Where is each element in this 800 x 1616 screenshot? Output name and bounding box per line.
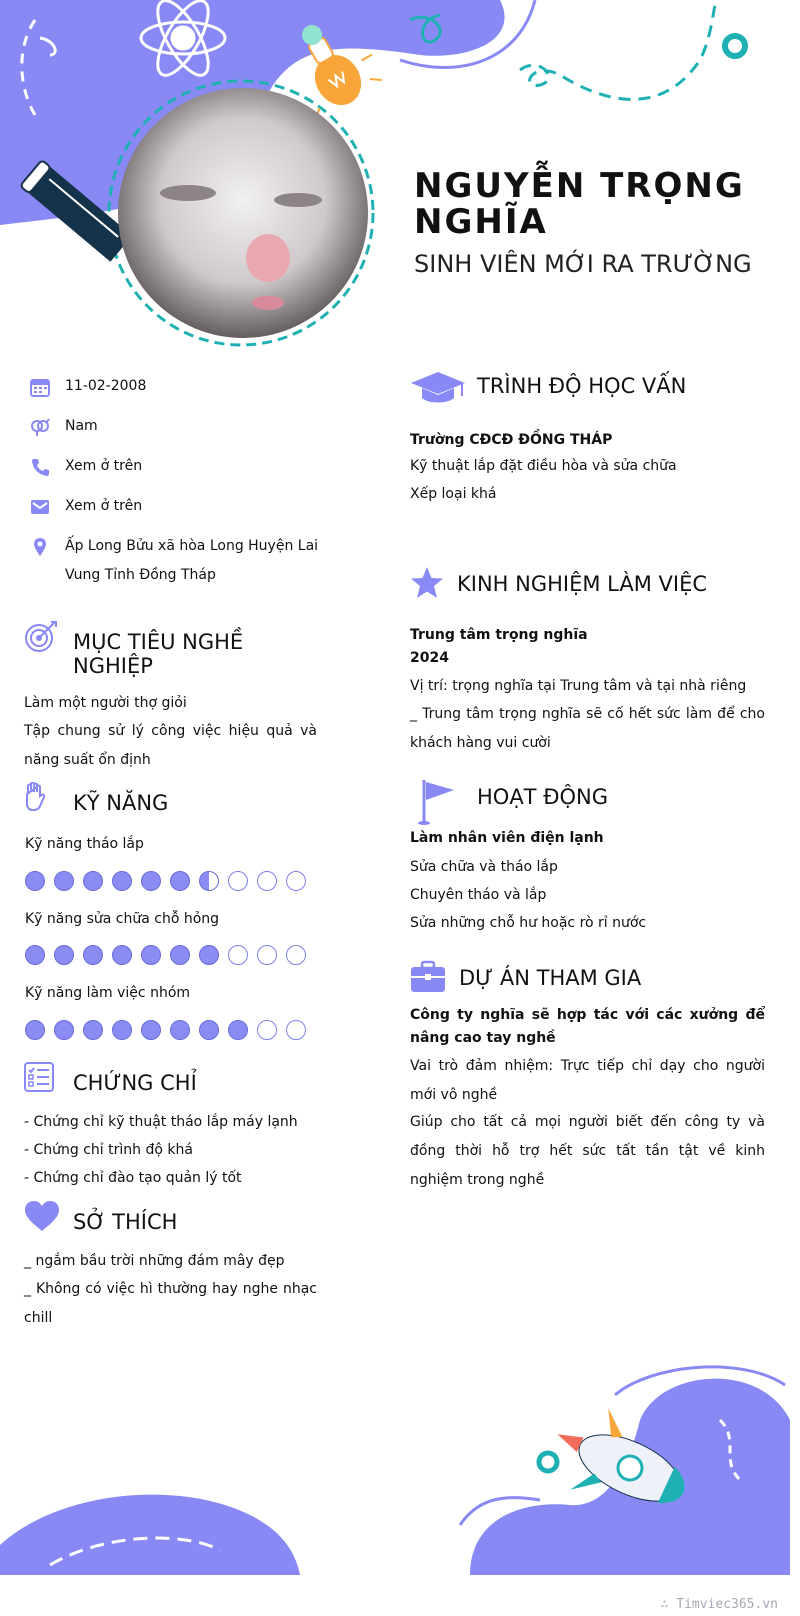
hobby-item: _ ngắm bầu trời những đám mây đẹp xyxy=(24,1253,285,1269)
gender-icon xyxy=(30,417,50,437)
education-title: TRÌNH ĐỘ HỌC VẤN xyxy=(477,374,687,398)
rating-dot xyxy=(199,871,219,891)
rating-dot xyxy=(228,945,248,965)
phone-text: Xem ở trên xyxy=(65,458,143,474)
skills-title: KỸ NĂNG xyxy=(73,791,169,815)
candidate-name: NGUYỄN TRỌNG NGHĨA xyxy=(414,166,745,242)
rating-dot xyxy=(199,1020,219,1040)
certificate-item: - Chứng chỉ trình độ khá xyxy=(24,1142,193,1158)
rating-dot xyxy=(228,1020,248,1040)
education-major: Kỹ thuật lắp đặt điều hòa và sửa chữa xyxy=(410,458,677,474)
objective-line-2: Tập chung sử lý công việc hiệu quả và năng suất ổn định xyxy=(24,723,317,768)
checklist-icon xyxy=(24,1062,54,1092)
experience-description: _ Trung tâm trọng nghĩa sẽ cố hết sức làm để cho khách hàng vui cười xyxy=(410,706,765,751)
activity-item: Chuyên tháo và lắp xyxy=(410,887,547,903)
rating-dot xyxy=(83,945,103,965)
certificates-title: CHỨNG CHỈ xyxy=(73,1071,197,1095)
rating-dot xyxy=(112,1020,132,1040)
experience-role: Vị trí: trọng nghĩa tại Trung tâm và tại nhà riêng xyxy=(410,678,747,694)
bottom-left-blob xyxy=(0,1495,300,1575)
experience-year: 2024 xyxy=(410,650,449,666)
rating-dot xyxy=(54,871,74,891)
graduation-cap-icon xyxy=(410,370,466,406)
address-text: Ấp Long Bửu xã hòa Long Huyện Lai Vung Tỉnh Đồng Tháp xyxy=(65,538,319,583)
experience-title: KINH NGHIỆM LÀM VIỆC xyxy=(457,572,708,596)
rating-dot xyxy=(228,871,248,891)
target-icon xyxy=(24,620,58,654)
phone-icon xyxy=(30,457,50,477)
hobby-item: _ Không có việc hì thường hay nghe nhạc chill xyxy=(24,1281,317,1326)
skill-label: Kỹ năng làm việc nhóm xyxy=(25,985,191,1001)
rating-dot xyxy=(170,945,190,965)
rating-dot xyxy=(25,871,45,891)
rating-dot xyxy=(141,871,161,891)
gender-text: Nam xyxy=(65,418,98,434)
star-icon xyxy=(410,566,444,600)
flag-icon xyxy=(418,778,458,826)
skill-label: Kỹ năng sửa chữa chỗ hỏng xyxy=(25,911,220,927)
birthdate-text: 11-02-2008 xyxy=(65,378,147,394)
activities-title: HOẠT ĐỘNG xyxy=(477,785,608,809)
activity-item: Sửa chữa và tháo lắp xyxy=(410,859,558,875)
rating-dot xyxy=(170,871,190,891)
rating-dot xyxy=(83,871,103,891)
watermark: ∴ Timviec365.vn xyxy=(660,1597,778,1612)
skill-rating xyxy=(25,871,325,893)
rating-dot xyxy=(286,1020,306,1040)
rating-dot xyxy=(54,1020,74,1040)
skill-label: Kỹ năng tháo lắp xyxy=(25,836,144,852)
rating-dot xyxy=(286,945,306,965)
rating-dot xyxy=(25,1020,45,1040)
rating-dot xyxy=(170,1020,190,1040)
activity-item: Sửa những chỗ hư hoặc rò rỉ nước xyxy=(410,915,647,931)
job-position: SINH VIÊN MỚI RA TRƯỜNG xyxy=(414,250,752,278)
hand-icon xyxy=(24,782,48,812)
rating-dot xyxy=(25,945,45,965)
heart-icon xyxy=(24,1200,60,1232)
project-description: Giúp cho tất cả mọi người biết đến công ty và đồng thời hỗ trợ hết sức tất tần tật về kinh nghiệm trong nghề xyxy=(410,1114,765,1188)
skill-rating xyxy=(25,1020,325,1042)
avatar xyxy=(118,88,368,338)
education-school: Trường CĐCĐ ĐỒNG THÁP xyxy=(410,432,613,448)
certificate-item: - Chứng chỉ đào tạo quản lý tốt xyxy=(24,1170,242,1186)
objective-title: MỤC TIÊU NGHỀ NGHIỆP xyxy=(73,630,244,678)
rating-dot xyxy=(83,1020,103,1040)
activities-heading: Làm nhân viên điện lạnh xyxy=(410,830,604,846)
skill-rating xyxy=(25,945,325,967)
rating-dot xyxy=(257,871,277,891)
rating-dot xyxy=(257,945,277,965)
calendar-icon xyxy=(30,377,50,397)
rating-dot xyxy=(141,1020,161,1040)
rating-dot xyxy=(286,871,306,891)
projects-title: DỰ ÁN THAM GIA xyxy=(459,966,642,990)
project-heading: Công ty nghĩa sẽ hợp tác với các xưởng để nâng cao tay nghề xyxy=(410,1007,765,1046)
location-pin-icon xyxy=(30,537,50,557)
experience-company: Trung tâm trọng nghĩa xyxy=(410,627,588,643)
rating-dot xyxy=(199,945,219,965)
education-grade: Xếp loại khá xyxy=(410,486,497,502)
rating-dot xyxy=(54,945,74,965)
rating-dot xyxy=(112,945,132,965)
rating-dot xyxy=(257,1020,277,1040)
rating-dot xyxy=(141,945,161,965)
email-icon xyxy=(30,497,50,517)
email-text: Xem ở trên xyxy=(65,498,143,514)
project-role: Vai trò đảm nhiệm: Trực tiếp chỉ dạy cho người mới vô nghề xyxy=(410,1058,765,1103)
objective-line-1: Làm một người thợ giỏi xyxy=(24,695,187,711)
certificate-item: - Chứng chỉ kỹ thuật tháo lắp máy lạnh xyxy=(24,1114,298,1130)
hobbies-title: SỞ THÍCH xyxy=(73,1210,178,1234)
briefcase-icon xyxy=(410,960,446,994)
rating-dot xyxy=(112,871,132,891)
